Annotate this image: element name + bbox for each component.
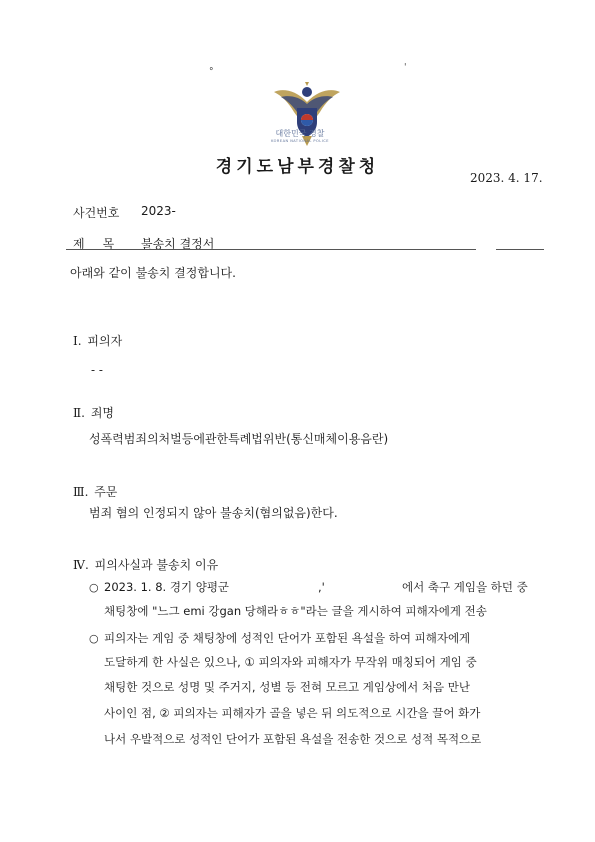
charge-text: 성폭력범죄의처벌등에관한특례법위반(통신매체이용음란) [89, 432, 389, 446]
section-title: 피의자 [87, 334, 123, 348]
section-numeral: Ⅲ. [73, 485, 89, 499]
emblem-caption: 대한민국 경찰 [275, 129, 325, 138]
reason-line: 채팅한 것으로 성명 및 주거지, 성별 등 전혀 모르고 게임상에서 처음 만난 [104, 680, 471, 694]
reason-line: 에서 축구 게임을 하던 중 [402, 580, 528, 594]
case-number-label: 사건번호 [73, 206, 120, 220]
section-heading-reasons [73, 556, 218, 573]
emblem-caption-english: KOREAN NATIONAL POLICE [271, 139, 329, 143]
intro-text: 아래와 같이 불송치 결정합니다. [70, 266, 236, 280]
reason-line: 사이인 점, ② 피의자는 피해자가 골을 넣은 뒤 의도적으로 시간을 끌어 화가 [104, 706, 481, 720]
subject-value: 불송치 결정서 [141, 237, 215, 251]
organization-title: 경기도남부경찰청 [215, 157, 380, 177]
section-heading-disposition [73, 483, 117, 500]
reason-line: 2023. 1. 8. 경기 양평군 [104, 580, 230, 594]
section-title: 주문 [94, 485, 118, 499]
reason-line: 피의자는 게임 중 채팅창에 성적인 단어가 포함된 욕설을 하여 피해자에게 [104, 631, 471, 645]
reason-line: 도달하게 한 사실은 있으나, ① 피의자와 피해자가 무작위 매칭되어 게임 중 [104, 655, 477, 669]
section-numeral: Ⅱ. [73, 406, 85, 420]
scan-speck: ' [404, 63, 407, 73]
section-title: 피의사실과 불송치 이유 [94, 558, 219, 572]
document-date: 2023. 4. 17. [470, 171, 543, 185]
section-heading-charge [73, 404, 114, 421]
subject-label: 제목 [73, 237, 133, 251]
reason-line: 채팅창에 "느그 emi 강gan 당해라ㅎㅎ"라는 글을 게시하여 피해자에게 전송 [104, 604, 487, 618]
disposition-text: 범죄 혐의 인정되지 않아 불송치(혐의없음)한다. [89, 506, 338, 520]
bullet-icon: ○ [89, 632, 99, 645]
reason-line: 나서 우발적으로 성적인 단어가 포함된 욕설을 전송한 것으로 성적 목적으로 [104, 732, 482, 746]
divider [66, 249, 476, 250]
section-title: 죄명 [90, 406, 114, 420]
section-heading-suspect [73, 332, 122, 349]
scan-speck: ° [209, 67, 214, 77]
suspect-value: - - [91, 363, 103, 377]
section-numeral: Ⅰ. [73, 334, 82, 348]
bullet-icon: ○ [89, 581, 99, 594]
divider [496, 249, 544, 250]
section-numeral: Ⅳ. [73, 558, 89, 572]
case-number-value: 2023- [141, 204, 176, 218]
reason-line: ,' [318, 580, 325, 594]
